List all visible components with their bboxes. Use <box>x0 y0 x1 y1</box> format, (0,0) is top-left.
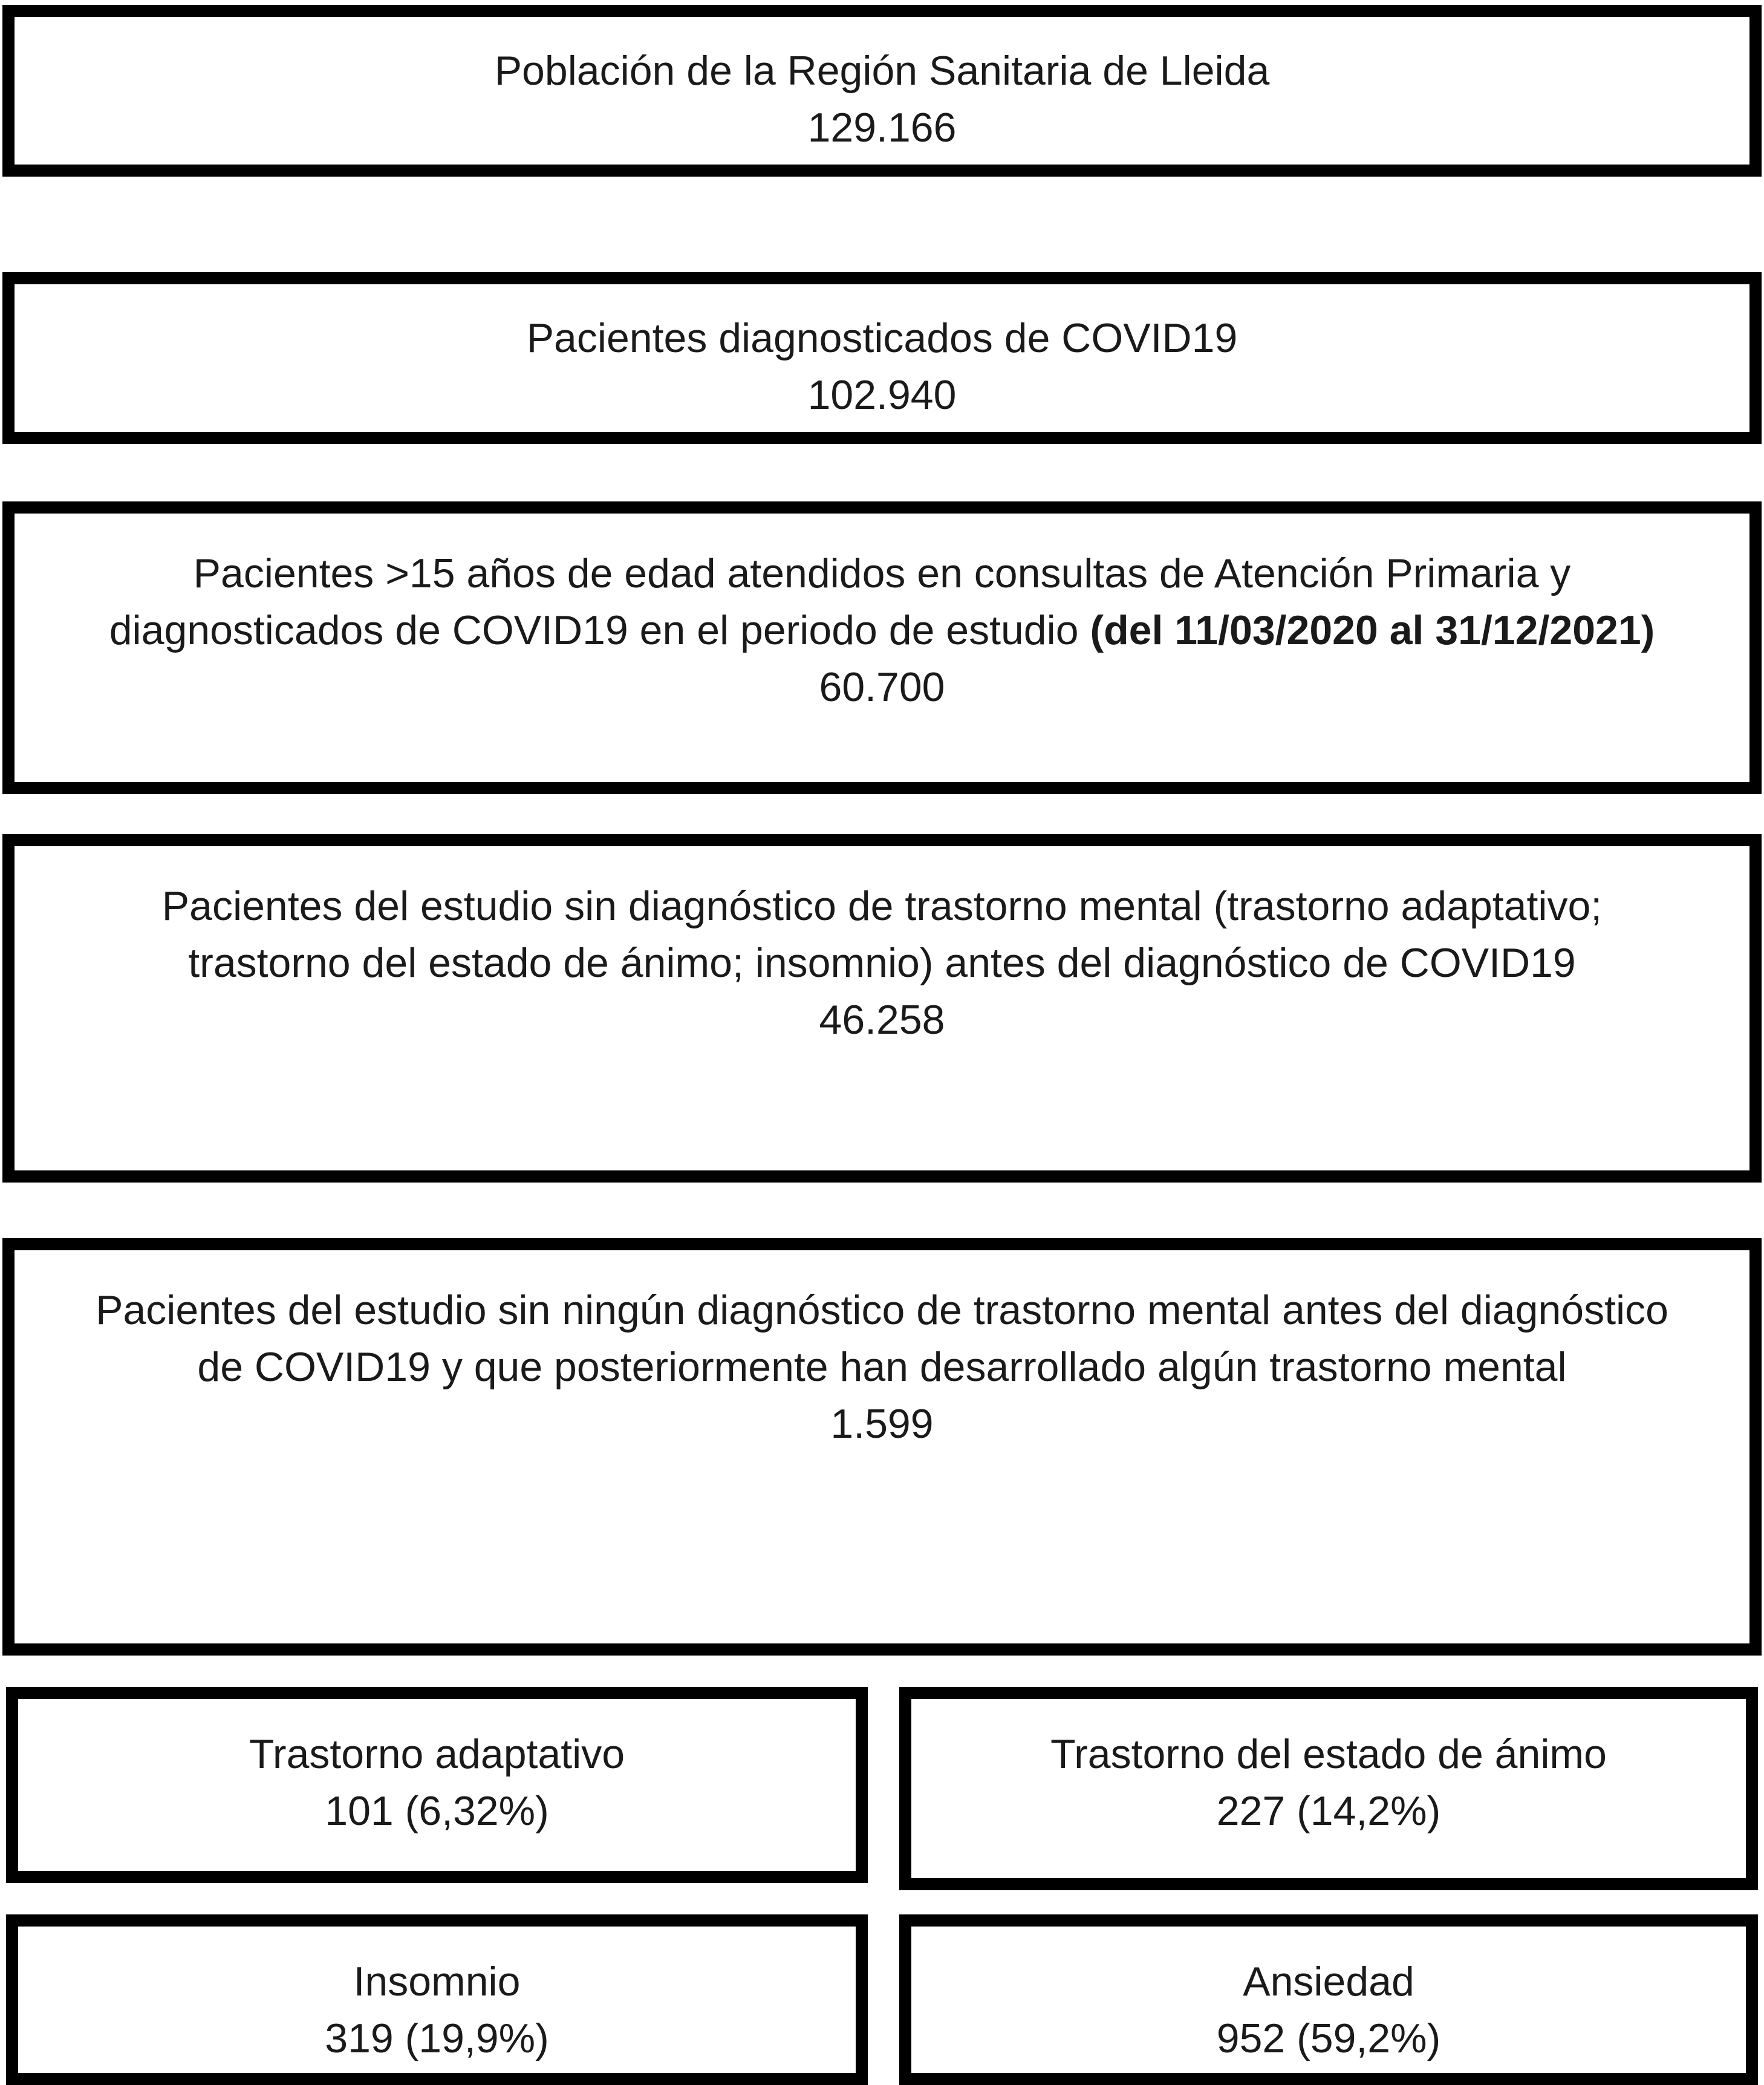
no-prior-disorder-box <box>2 834 1762 1183</box>
developed-disorder-label-line2: de COVID19 y que posteriormente han desarrollado algún trastorno mental <box>197 1344 1567 1390</box>
outcome-value: 952 (59,2%) <box>1216 2015 1441 2061</box>
outcome-value: 227 (14,2%) <box>1216 1788 1441 1834</box>
outcome-box-anxiety <box>899 1914 1758 2085</box>
primary-care-box <box>2 501 1762 794</box>
outcome-box-insomnia <box>6 1914 868 2085</box>
outcome-label: Trastorno adaptativo <box>249 1731 625 1777</box>
outcome-box-adaptive <box>6 1687 868 1883</box>
no-prior-disorder-value: 46.258 <box>819 997 945 1043</box>
no-prior-disorder-label-line2: trastorno del estado de ánimo; insomnio) antes del diagnóstico de COVID19 <box>188 940 1576 986</box>
primary-care-label-line2-wrap <box>15 602 1749 659</box>
population-label: Población de la Región Sanitaria de Lleida <box>494 48 1270 94</box>
primary-care-label-line2: diagnosticados de COVID19 en el periodo de estudio <box>109 607 1090 653</box>
primary-care-label-line1: Pacientes >15 años de edad atendidos en consultas de Atención Primaria y <box>193 550 1571 596</box>
outcome-label: Trastorno del estado de ánimo <box>1050 1731 1607 1777</box>
study-period: (del 11/03/2020 al 31/12/2021) <box>1090 607 1655 653</box>
no-prior-disorder-label-line1: Pacientes del estudio sin diagnóstico de trastorno mental (trastorno adaptativo; <box>161 883 1603 929</box>
population-box <box>2 5 1762 177</box>
outcome-label: Ansiedad <box>1243 1959 1414 2005</box>
outcome-label: Insomnio <box>353 1959 521 2005</box>
covid-diagnosed-label: Pacientes diagnosticados de COVID19 <box>526 315 1238 361</box>
developed-disorder-value: 1.599 <box>830 1401 934 1447</box>
outcome-value: 101 (6,32%) <box>325 1788 549 1834</box>
developed-disorder-box <box>2 1238 1762 1656</box>
population-value: 129.166 <box>807 105 957 151</box>
primary-care-value: 60.700 <box>819 664 945 710</box>
covid-diagnosed-box <box>2 272 1762 444</box>
developed-disorder-label-line1: Pacientes del estudio sin ningún diagnóstico de trastorno mental antes del diagnóstico <box>96 1287 1668 1333</box>
covid-diagnosed-value: 102.940 <box>807 372 957 418</box>
outcome-box-mood <box>899 1687 1758 1890</box>
outcome-value: 319 (19,9%) <box>325 2015 549 2061</box>
